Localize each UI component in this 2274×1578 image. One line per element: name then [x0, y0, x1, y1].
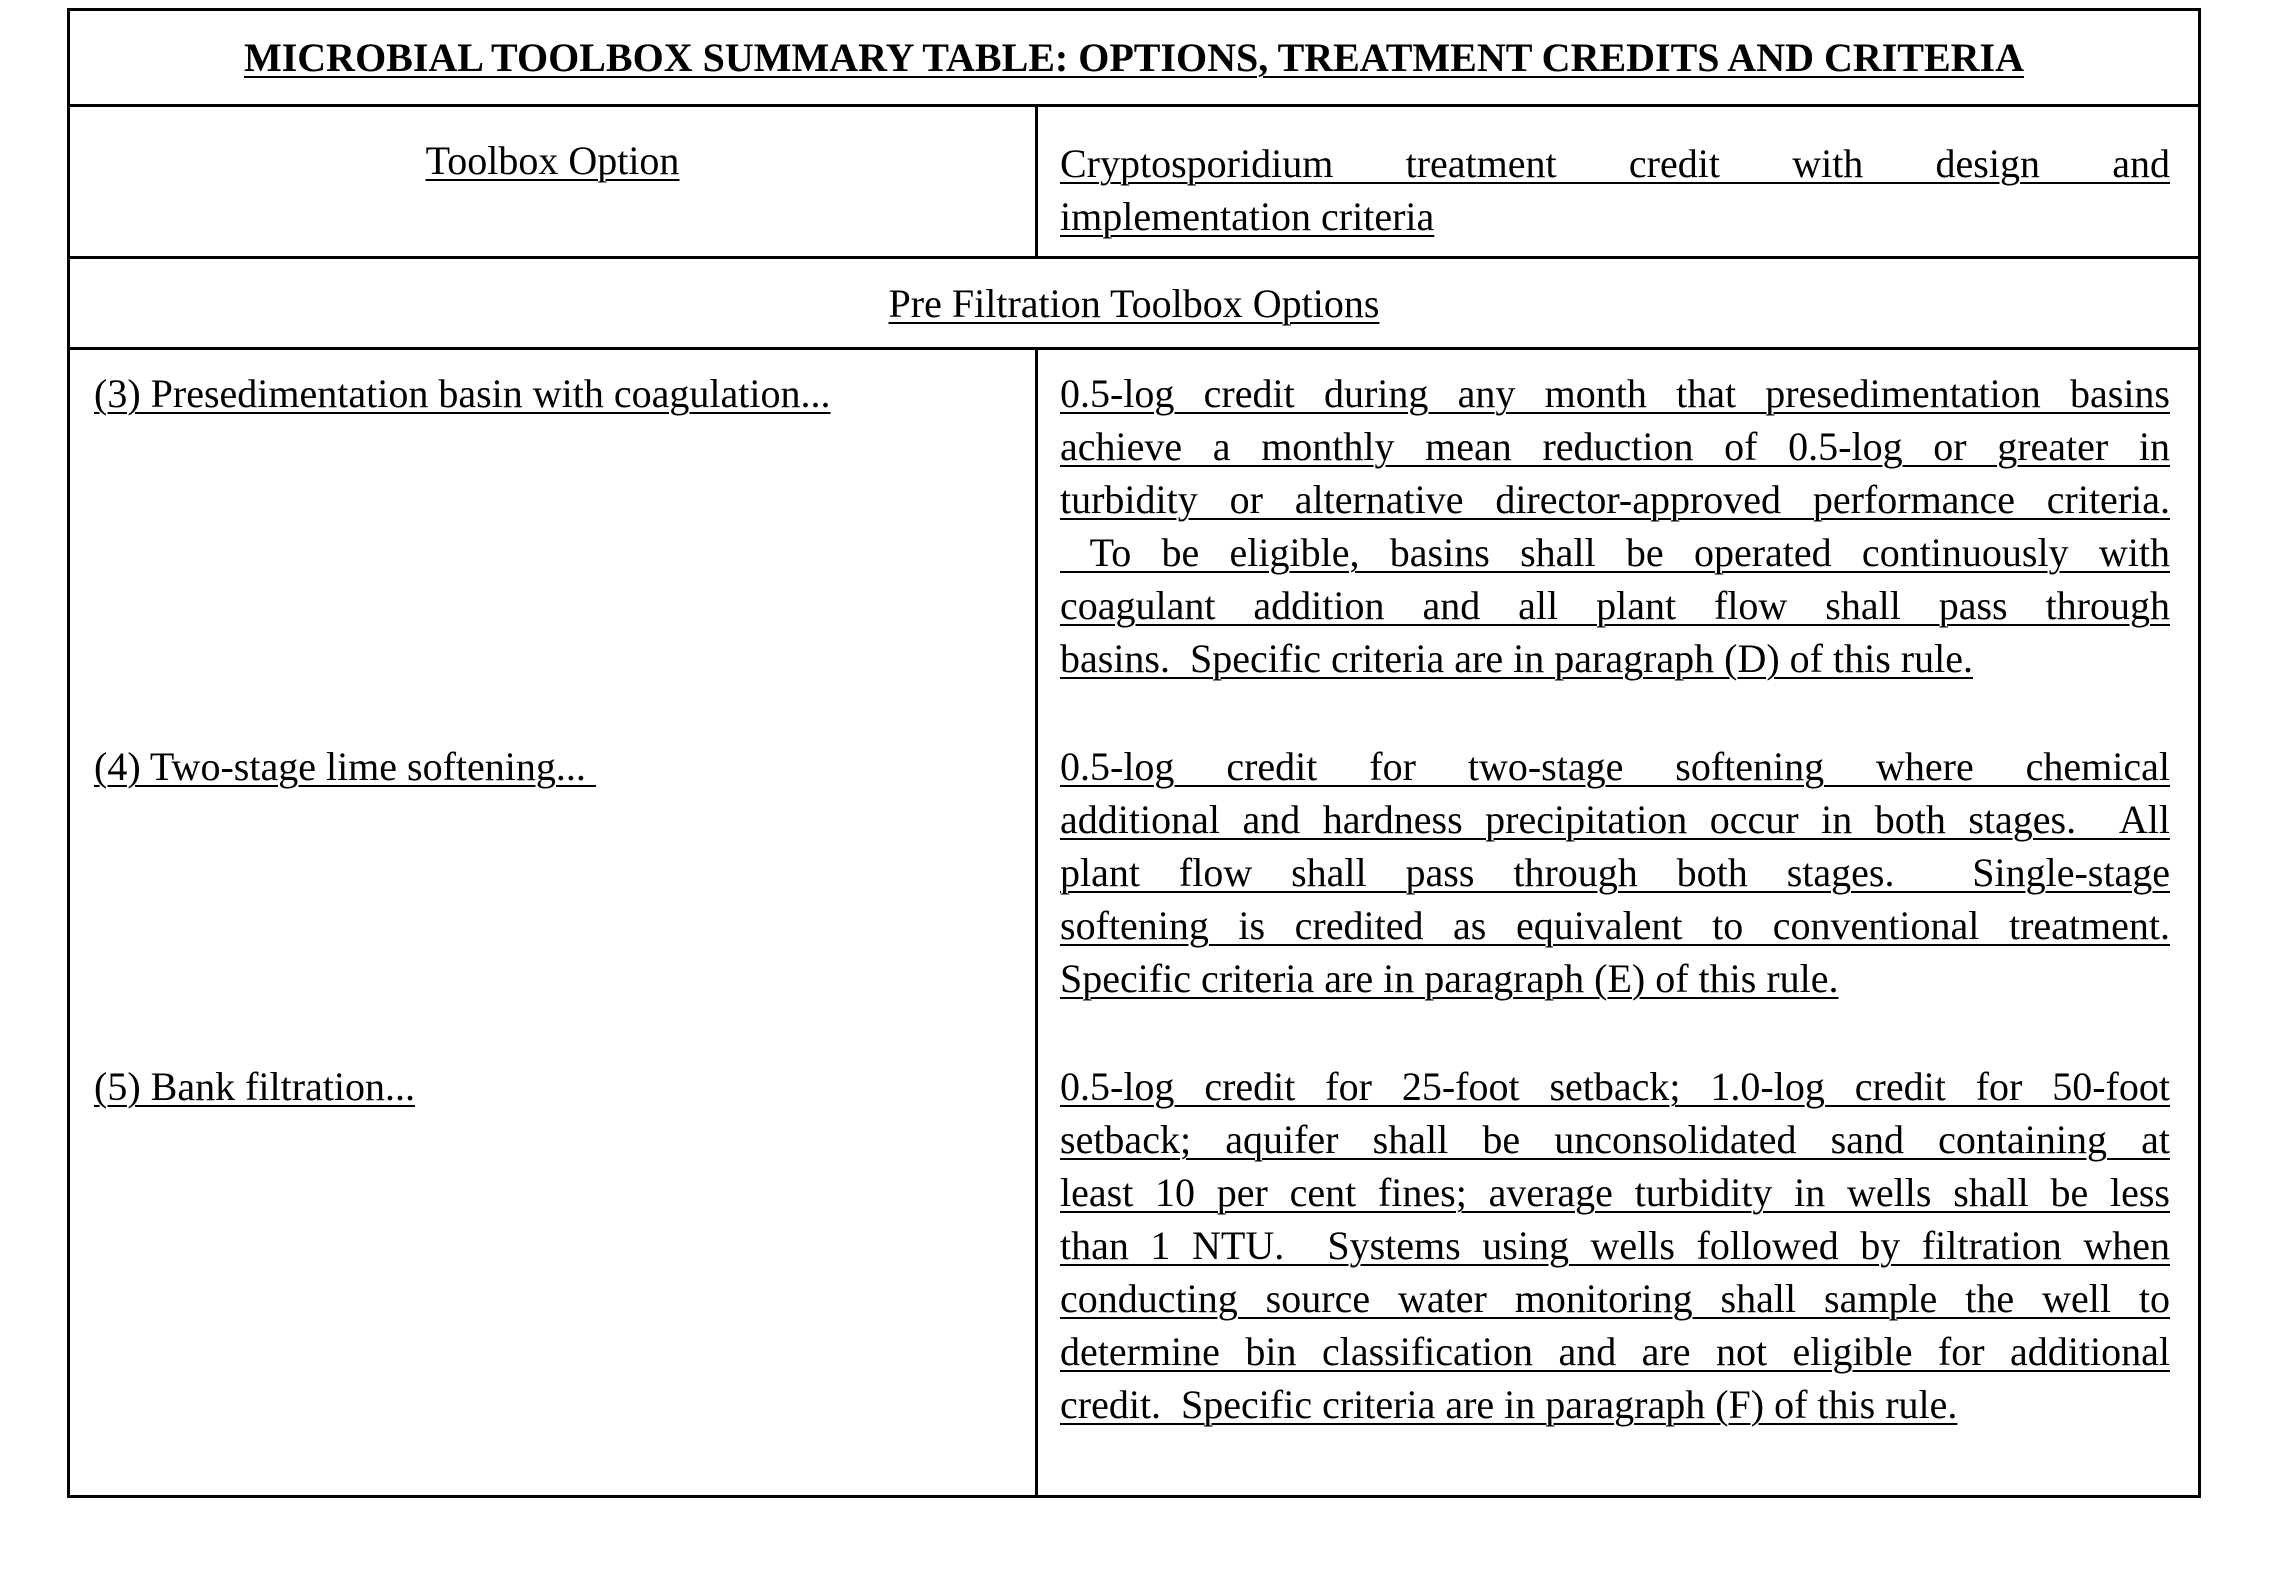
criteria-bank-filtration [1060, 1060, 2170, 1431]
section-row [70, 259, 2198, 350]
option-bank-filtration: (5) Bank filtration... [94, 1064, 416, 1109]
column-divider [1035, 350, 1038, 1495]
criteria-line: To be eligible, basins shall be operated continuously with [1060, 530, 2170, 575]
header-toolbox-option [70, 137, 1035, 184]
criteria-line: turbidity or alternative director-approved performance criteria. [1060, 477, 2170, 522]
criteria-line: additional and hardness precipitation occur in both stages. All [1060, 797, 2170, 842]
criteria-line: softening is credited as equivalent to conventional treatment. [1060, 903, 2170, 948]
header-line: implementation criteria [1060, 194, 1435, 239]
criteria-line: achieve a monthly mean reduction of 0.5-log or greater in [1060, 424, 2170, 469]
criteria-line: 0.5-log credit for 25-foot setback; 1.0-log credit for 50-foot [1060, 1064, 2170, 1109]
header-toolbox-option-label: Toolbox Option [425, 138, 680, 183]
criteria-line: 0.5-log credit during any month that presedimentation basins [1060, 371, 2170, 416]
option-lime-softening: (4) Two-stage lime softening... [94, 744, 596, 789]
table-title-row [70, 11, 2198, 107]
criteria-line: credit. Specific criteria are in paragraph (F) of this rule. [1060, 1382, 1958, 1427]
criteria-line: setback; aquifer shall be unconsolidated sand containing at [1060, 1117, 2170, 1162]
toolbox-summary-table [67, 8, 2201, 1498]
criteria-line: plant flow shall pass through both stages. Single-stage [1060, 850, 2170, 895]
criteria-line: coagulant addition and all plant flow shall pass through [1060, 583, 2170, 628]
criteria-line: 0.5-log credit for two-stage softening where chemical [1060, 744, 2170, 789]
criteria-line: determine bin classification and are not eligible for additional [1060, 1329, 2170, 1374]
table-body [70, 350, 2198, 1495]
column-divider [1035, 107, 1038, 256]
option-presedimentation: (3) Presedimentation basin with coagulation... [94, 371, 831, 416]
criteria-presedimentation [1060, 367, 2170, 685]
header-line: Cryptosporidium treatment credit with design and [1060, 141, 2170, 186]
table-title: MICROBIAL TOOLBOX SUMMARY TABLE: OPTIONS, TREATMENT CREDITS AND CRITERIA [243, 35, 2025, 80]
section-heading: Pre Filtration Toolbox Options [888, 280, 1380, 326]
header-treatment-credit [1060, 137, 2170, 243]
criteria-line: basins. Specific criteria are in paragraph (D) of this rule. [1060, 636, 1973, 681]
criteria-line: Specific criteria are in paragraph (E) of this rule. [1060, 956, 1839, 1001]
criteria-line: than 1 NTU. Systems using wells followed by filtration when [1060, 1223, 2170, 1268]
criteria-lime-softening [1060, 740, 2170, 1005]
criteria-line: conducting source water monitoring shall sample the well to [1060, 1276, 2170, 1321]
column-header-row [70, 107, 2198, 259]
criteria-line: least 10 per cent fines; average turbidity in wells shall be less [1060, 1170, 2170, 1215]
